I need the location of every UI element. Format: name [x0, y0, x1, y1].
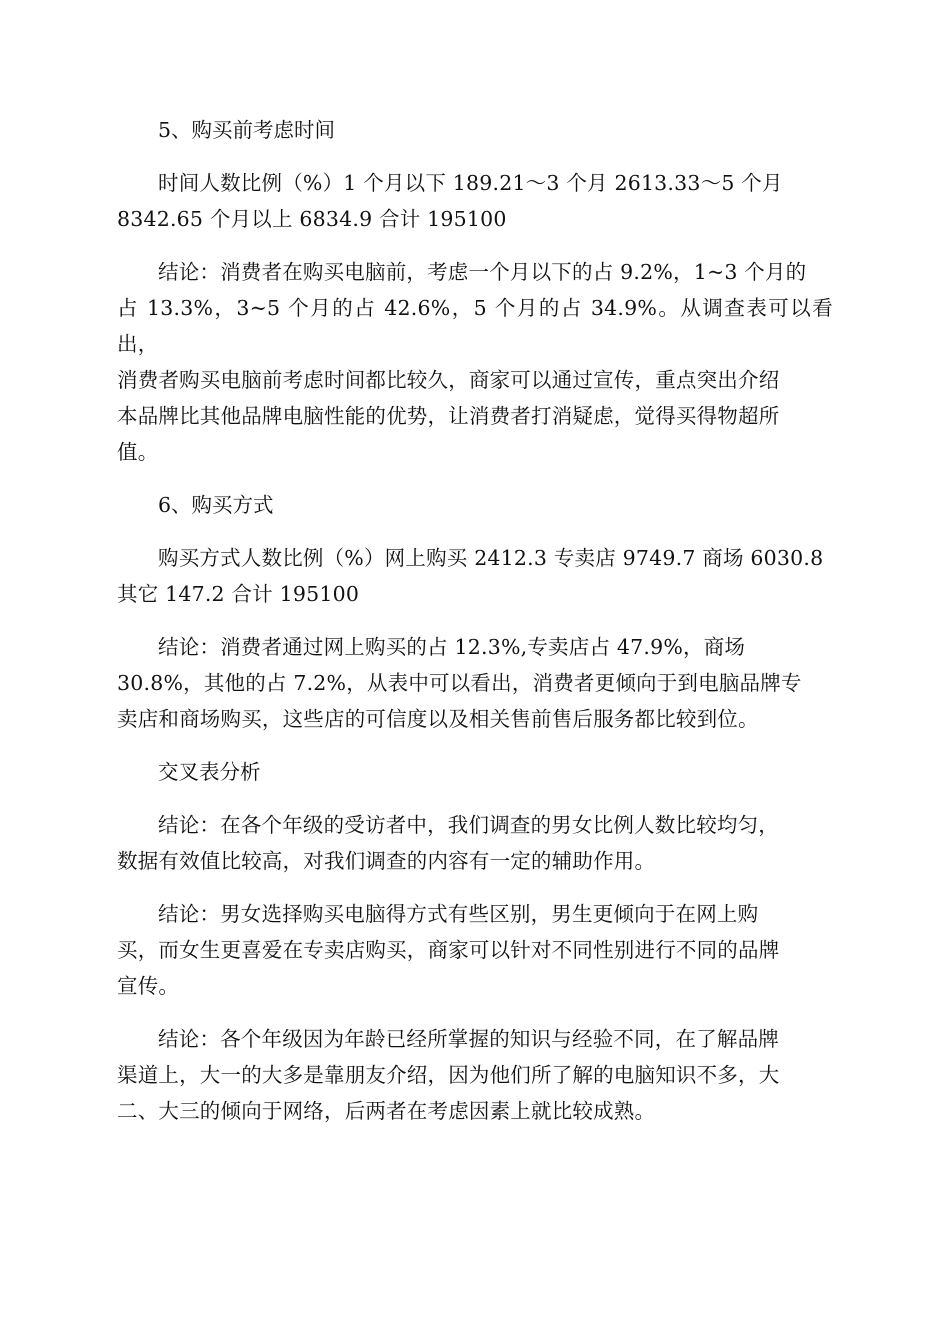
section-heading-purchase-method: 6、购买方式	[158, 493, 274, 517]
text-line: 买，而女生更喜爱在专卖店购买，商家可以针对不同性别进行不同的品牌	[117, 938, 780, 962]
text-line: 数据有效值比较高，对我们调查的内容有一定的辅助作用。	[117, 849, 656, 873]
text-line: 消费者购买电脑前考虑时间都比较久，商家可以通过宣传，重点突出介绍	[117, 368, 780, 392]
section-heading-cross-table: 交叉表分析	[158, 760, 261, 784]
conclusion-cross-1	[117, 807, 833, 879]
text-line: 结论：消费者在购买电脑前，考虑一个月以下的占 9.2%，1~3 个月的	[158, 260, 807, 284]
text-line: 二、大三的倾向于网络，后两者在考虑因素上就比较成熟。	[117, 1099, 656, 1123]
conclusion-purchase-time	[117, 254, 833, 470]
text-line: 本品牌比其他品牌电脑性能的优势，让消费者打消疑虑，觉得买得物超所	[117, 404, 780, 428]
conclusion-purchase-method	[117, 629, 833, 737]
conclusion-cross-3	[117, 1021, 833, 1129]
text-line: 卖店和商场购买，这些店的可信度以及相关售前售后服务都比较到位。	[117, 707, 759, 731]
text-line: 结论：各个年级因为年龄已经所掌握的知识与经验不同，在了解品牌	[158, 1027, 779, 1051]
section-heading-purchase-time: 5、购买前考虑时间	[158, 118, 336, 142]
text-line: 结论：消费者通过网上购买的占 12.3%,专卖店占 47.9%，商场	[158, 635, 746, 659]
text-line: 宣传。	[117, 974, 180, 998]
text-line: 时间人数比例（%）1 个月以下 189.21～3 个月 2613.33～5 个月	[158, 171, 783, 195]
table-text-purchase-time	[117, 165, 833, 237]
text-line: 购买方式人数比例（%）网上购买 2412.3 专卖店 9749.7 商场 6030.8	[158, 546, 824, 570]
document-body	[117, 112, 833, 1146]
text-line: 结论：男女选择购买电脑得方式有些区别，男生更倾向于在网上购	[158, 902, 759, 926]
text-line: 30.8%，其他的占 7.2%，从表中可以看出，消费者更倾向于到电脑品牌专	[117, 671, 802, 695]
table-text-purchase-method	[117, 540, 833, 612]
text-line: 占 13.3%，3~5 个月的占 42.6%，5 个月的占 34.9%。从调查表可以看出，	[117, 296, 833, 356]
text-line: 其它 147.2 合计 195100	[117, 582, 360, 606]
text-line: 8342.65 个月以上 6834.9 合计 195100	[117, 207, 507, 231]
text-line: 值。	[117, 440, 159, 464]
text-line: 渠道上，大一的大多是靠朋友介绍，因为他们所了解的电脑知识不多，大	[117, 1063, 780, 1087]
text-line: 结论：在各个年级的受访者中，我们调查的男女比例人数比较均匀，	[158, 813, 779, 837]
conclusion-cross-2	[117, 896, 833, 1004]
